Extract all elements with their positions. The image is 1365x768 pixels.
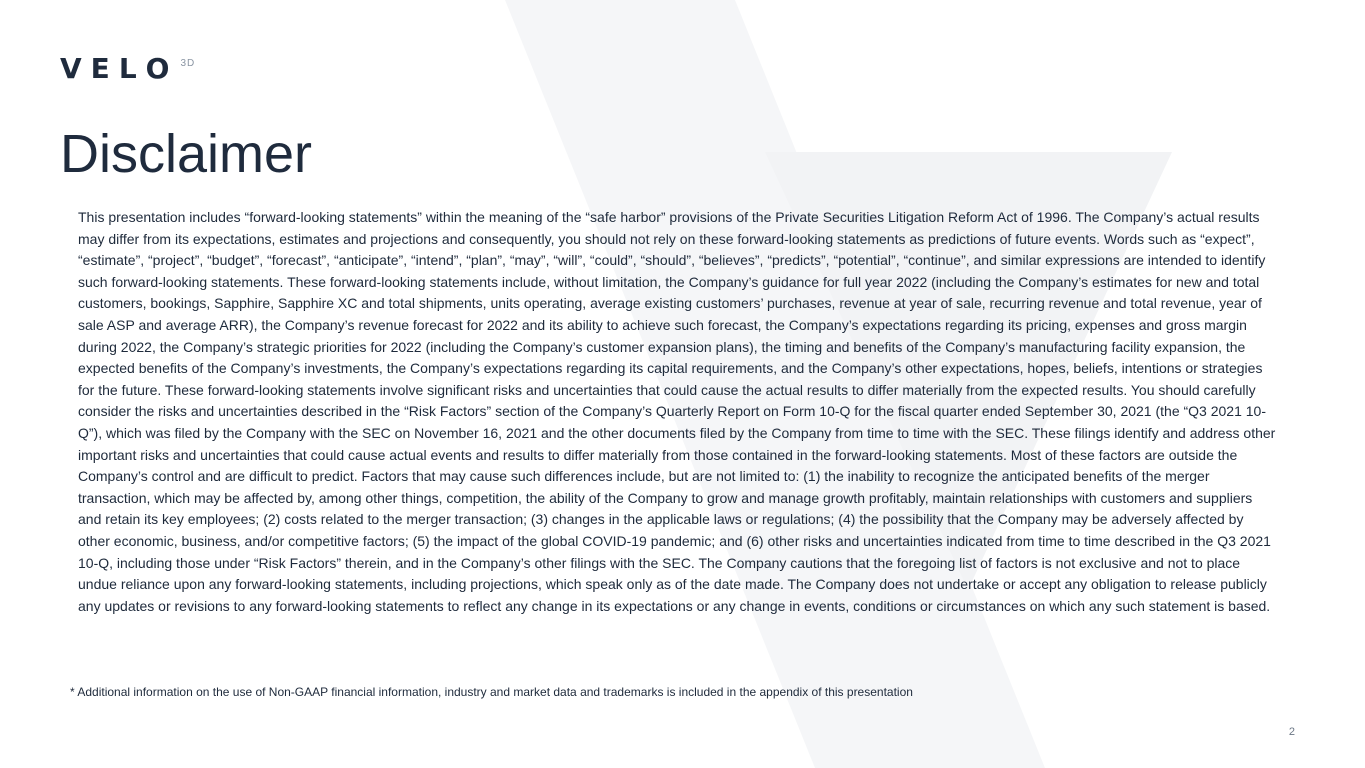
footnote: * Additional information on the use of Non-GAAP financial information, industry and market data and trademarks is included in the appendix of this presentation <box>70 685 913 699</box>
disclaimer-body: This presentation includes “forward-looking statements” within the meaning of the “safe harbor” provisions of the Private Securities Litigation Reform Act of 1996. The Company’s actual results may differ from its expectations, estimates and projections and consequently, you should not rely on these forward-looking statements as predictions of future events. Words such as “expect”, “estimate”, “project”, “budget”, “forecast”, “anticipate”, “intend”, “plan”, “may”, “will”, “could”, “should”, “believes”, “predicts”, “potential”, “continue”, and similar expressions are intended to identify such forward-looking statements. These forward-looking statements include, without limitation, the Company’s guidance for full year 2022 (including the Company’s estimates for new and total customers, bookings, Sapphire, Sapphire XC and total shipments, units operating, average existing customers’ purchases, revenue at year of sale, recurring revenue and total revenue, year of sale ASP and average ARR), the Company’s revenue forecast for 2022 and its ability to achieve such forecast, the Company’s expectations regarding its pricing, expenses and gross margin during 2022, the Company’s strategic priorities for 2022 (including the Company’s customer expansion plans), the timing and benefits of the Company’s manufacturing facility expansion, the expected benefits of the Company’s investments, the Company’s expectations regarding its capital requirements, and the Company’s other expectations, hopes, beliefs, intentions or strategies for the future. These forward-looking statements involve significant risks and uncertainties that could cause the actual results to differ materially from the expected results. You should carefully consider the risks and uncertainties described in the “Risk Factors” section of the Company’s Quarterly Report on Form 10-Q for the fiscal quarter ended September 30, 2021 (the “Q3 2021 10-Q”), which was filed by the Company with the SEC on November 16, 2021 and the other documents filed by the Company from time to time with the SEC. These filings identify and address other important risks and uncertainties that could cause actual events and results to differ materially from those contained in the forward-looking statements. Most of these factors are outside the Company’s control and are difficult to predict. Factors that may cause such differences include, but are not limited to: (1) the inability to recognize the anticipated benefits of the merger transaction, which may be affected by, among other things, competition, the ability of the Company to grow and manage growth profitably, maintain relationships with customers and suppliers and retain its key employees; (2) costs related to the merger transaction; (3) changes in the applicable laws or regulations; (4) the possibility that the Company may be adversely affected by other economic, business, and/or competitive factors; (5) the impact of the global COVID-19 pandemic; and (6) other risks and uncertainties indicated from time to time described in the Q3 2021 10-Q, including those under “Risk Factors” therein, and in the Company’s other filings with the SEC. The Company cautions that the foregoing list of factors is not exclusive and not to place undue reliance upon any forward-looking statements, including projections, which speak only as of the date made. The Company does not undertake or accept any obligation to release publicly any updates or revisions to any forward-looking statements to reflect any change in its expectations or any change in events, conditions or circumstances on which any such statement is based. <box>78 209 1276 614</box>
velo3d-logo <box>60 52 196 86</box>
logo-suffix-3d: 3D <box>180 58 196 69</box>
logo-letter-e: E <box>90 52 110 85</box>
page-number: 2 <box>1288 726 1295 738</box>
logo-letter-o: O <box>145 52 170 85</box>
logo-letter-l: L <box>118 52 137 85</box>
logo-wordmark <box>60 52 178 85</box>
page-title: Disclaimer <box>60 124 313 184</box>
logo-letter-v: V <box>60 52 82 85</box>
